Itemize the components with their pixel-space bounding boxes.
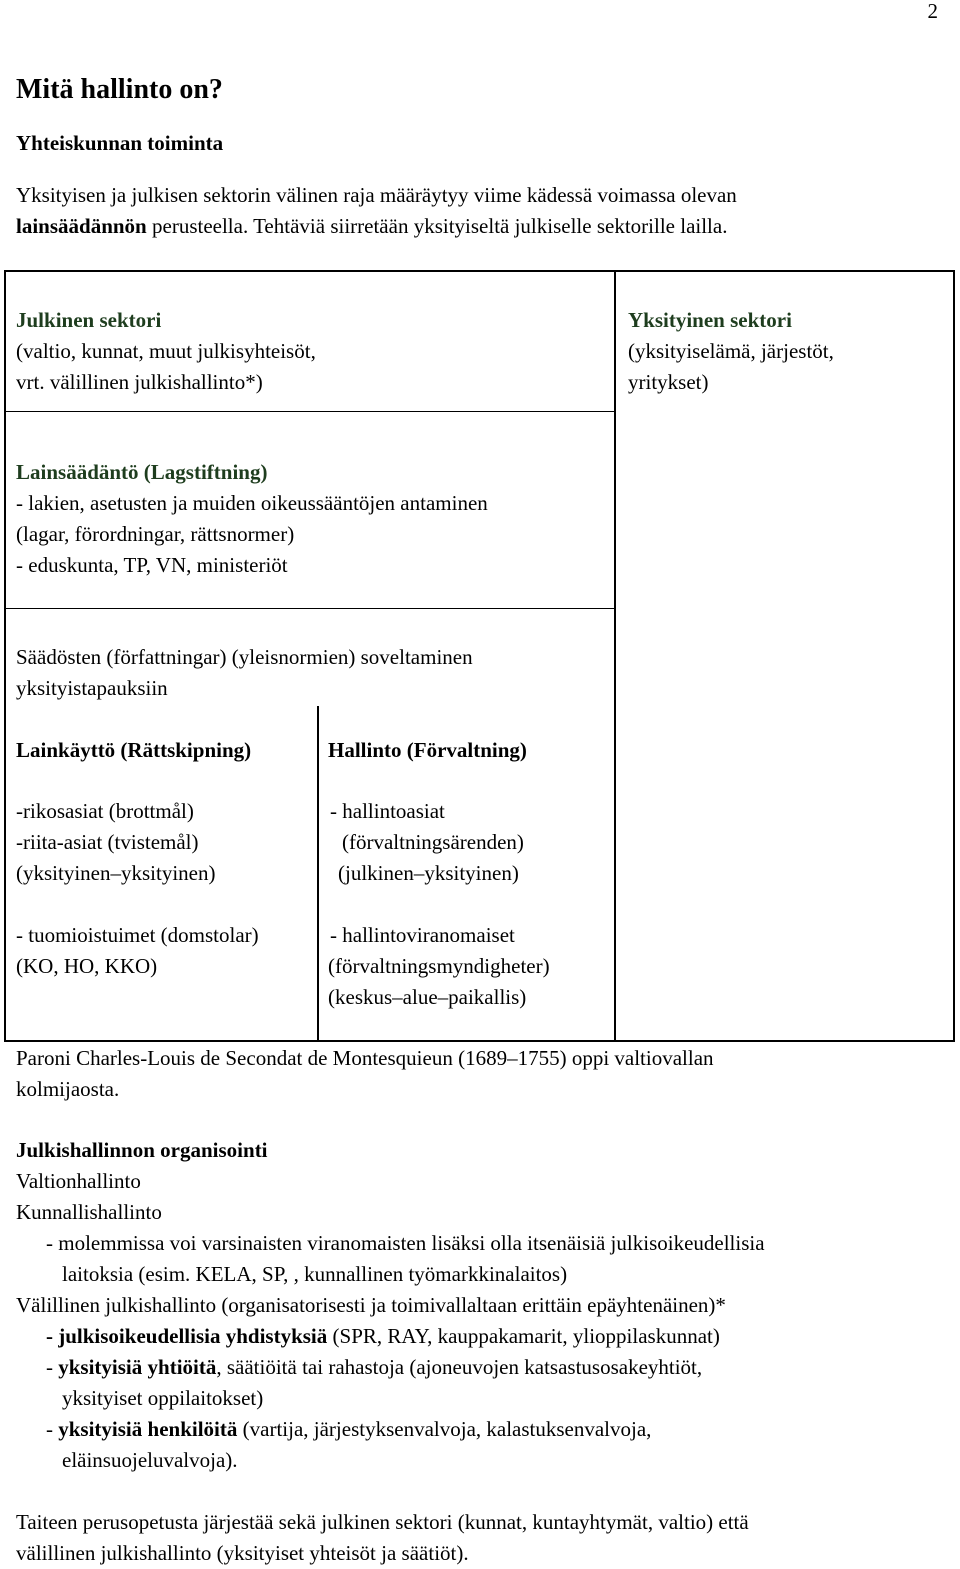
montesquieu-line2: kolmijaosta. [16,1077,120,1101]
judiciary-heading: Lainkäyttö (Rättskipning) [16,738,252,762]
intro-paragraph-line2-rest: perusteella. Tehtäviä siirretään yksityiseltä julkiselle sektorille lailla. [146,214,728,238]
administration-line4: - hallintoviranomaiset [330,923,515,947]
bullet-private-companies [46,1352,702,1383]
administration-heading: Hallinto (Förvaltning) [328,738,527,762]
intro-paragraph-line1: Yksityisen ja julkisen sektorin välinen raja määräytyy viime kädessä voimassa olevan [16,183,737,207]
bullet1-bold: - julkisoikeudellisia yhdistyksiä [46,1324,328,1348]
bullet-public-law-associations [46,1321,720,1352]
legislation-heading: Lainsäädäntö (Lagstiftning) [16,460,268,484]
indirect-administration: Välillinen julkishallinto (organisatorisesti ja toimivallaltaan erittäin epäyhtenäinen)* [16,1293,726,1317]
note-line2: laitoksia (esim. KELA, SP, , kunnallinen työmarkkinalaitos) [62,1262,568,1286]
bullet3-rest: (vartija, järjestyksenvalvoja, kalastuksenvalvoja, [237,1417,652,1441]
section-heading-organisation: Julkishallinnon organisointi [16,1138,268,1162]
public-sector-line1: (valtio, kunnat, muut julkisyhteisöt, [16,339,316,363]
legislation-line1: - lakien, asetusten ja muiden oikeussääntöjen antaminen [16,491,488,515]
final-line1: Taiteen perusopetusta järjestää sekä julkinen sektori (kunnat, kuntayhtymät, valtio) että [16,1510,749,1534]
diagram-top-border [4,270,955,272]
application-line2: yksityistapauksiin [16,676,168,700]
montesquieu-line1: Paroni Charles-Louis de Secondat de Montesquieun (1689–1755) oppi valtiovallan [16,1046,714,1070]
legislation-line2: (lagar, förordningar, rättsnormer) [16,522,295,546]
page-number: 2 [927,0,938,23]
judiciary-line1: -rikosasiat (brottmål) [16,799,194,823]
judiciary-line5: (KO, HO, KKO) [16,954,158,978]
administration-line1: - hallintoasiat [330,799,445,823]
judiciary-admin-divider [317,706,319,1042]
bullet-private-persons [46,1414,651,1445]
public-sector-line2: vrt. välillinen julkishallinto*) [16,370,263,394]
bullet3-line2: eläinsuojeluvalvoja). [62,1448,238,1472]
administration-line5: (förvaltningsmyndigheter) [328,954,550,978]
bullet3-bold: yksityisiä henkilöitä [58,1417,238,1441]
diagram-left-border [4,270,6,1042]
administration-line6: (keskus–alue–paikallis) [328,985,527,1009]
administration-line3: (julkinen–yksityinen) [338,861,519,885]
section-heading-society: Yhteiskunnan toiminta [16,131,224,155]
private-sector-line1: (yksityiselämä, järjestöt, [628,339,834,363]
judiciary-line2: -riita-asiat (tvistemål) [16,830,199,854]
legislation-line3: - eduskunta, TP, VN, ministeriöt [16,553,288,577]
bullet2-bold: yksityisiä yhtiöitä [58,1355,217,1379]
legislation-emphasis: lainsäädännön [16,214,147,238]
bullet2-dash: - [46,1355,59,1379]
intro-paragraph-line2 [16,211,727,242]
bullet2-rest: , säätiöitä tai rahastoja (ajoneuvojen katsastusosakeyhtiöt, [216,1355,703,1379]
bullet3-dash: - [46,1417,59,1441]
public-sector-heading: Julkinen sektori [16,308,162,332]
administration-line2: (förvaltningsärenden) [342,830,524,854]
page-title: Mitä hallinto on? [16,74,223,105]
sector-divider-vertical [614,270,616,1042]
note-line1: - molemmissa voi varsinaisten viranomaisten lisäksi olla itsenäisiä julkisoikeudellisia [46,1231,765,1255]
application-line1: Säädösten (författningar) (yleisnormien) soveltaminen [16,645,473,669]
legislation-underline [4,608,614,609]
diagram-bottom-border [4,1040,955,1042]
bullet1-rest: (SPR, RAY, kauppakamarit, ylioppilaskunnat) [327,1324,720,1348]
public-sector-underline [4,411,614,412]
private-sector-line2: yritykset) [628,370,709,394]
bullet2-line2: yksityiset oppilaitokset) [62,1386,264,1410]
state-administration: Valtionhallinto [16,1169,141,1193]
private-sector-heading: Yksityinen sektori [628,308,792,332]
final-line2: välillinen julkishallinto (yksityiset yhteisöt ja säätiöt). [16,1541,469,1565]
judiciary-line4: - tuomioistuimet (domstolar) [16,923,259,947]
municipal-administration: Kunnallishallinto [16,1200,162,1224]
judiciary-line3: (yksityinen–yksityinen) [16,861,216,885]
diagram-right-border [953,270,955,1042]
